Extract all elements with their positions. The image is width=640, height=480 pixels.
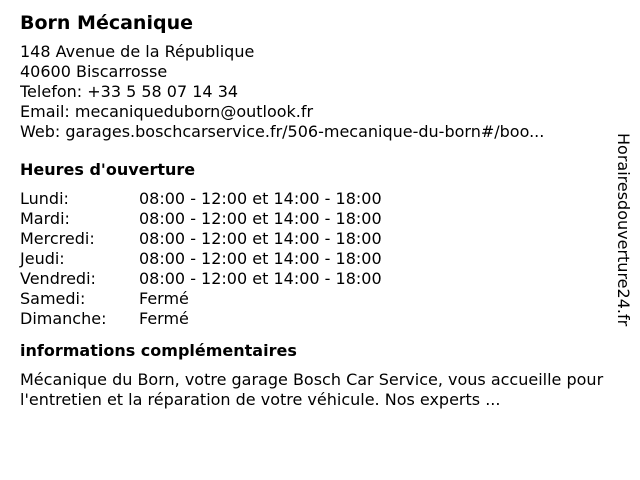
hours-day: Dimanche: xyxy=(20,309,107,328)
hours-day: Samedi: xyxy=(20,289,86,308)
hours-time: 08:00 - 12:00 et 14:00 - 18:00 xyxy=(139,269,382,288)
phone-number[interactable]: +33 5 58 07 14 34 xyxy=(87,82,239,101)
hours-row-sunday xyxy=(20,309,605,329)
hours-title: Heures d'ouverture xyxy=(20,160,196,179)
city-address: 40600 Biscarrosse xyxy=(20,62,168,81)
business-name: Born Mécanique xyxy=(20,12,193,34)
hours-row-saturday xyxy=(20,289,605,309)
hours-day: Vendredi: xyxy=(20,269,96,288)
info-title: informations complémentaires xyxy=(20,341,297,360)
opening-hours-table xyxy=(20,189,605,329)
business-card xyxy=(20,10,605,410)
email-line xyxy=(20,102,605,122)
email-address[interactable]: mecaniqueduborn@outlook.fr xyxy=(74,102,314,121)
info-description: Mécanique du Born, votre garage Bosch Car Service, vous accueille pour l'entretien et la réparation de votre véhicule. Nos experts ... xyxy=(20,370,604,409)
site-watermark: Horairesdouverture24.fr xyxy=(614,133,633,327)
hours-row-tuesday xyxy=(20,209,605,229)
hours-time: 08:00 - 12:00 et 14:00 - 18:00 xyxy=(139,189,382,208)
email-label: Email: xyxy=(20,102,70,121)
web-link[interactable]: garages.boschcarservice.fr/506-mecanique-du-born#/boo... xyxy=(65,122,545,141)
hours-row-wednesday xyxy=(20,229,605,249)
hours-row-thursday xyxy=(20,249,605,269)
web-label: Web: xyxy=(20,122,61,141)
hours-day: Mardi: xyxy=(20,209,70,228)
web-line xyxy=(20,122,605,142)
hours-time: Fermé xyxy=(139,309,189,328)
street-address: 148 Avenue de la République xyxy=(20,42,255,61)
hours-day: Lundi: xyxy=(20,189,69,208)
hours-row-friday xyxy=(20,269,605,289)
hours-time: Fermé xyxy=(139,289,189,308)
phone-label: Telefon: xyxy=(20,82,83,101)
contact-block xyxy=(20,42,605,142)
hours-day: Mercredi: xyxy=(20,229,95,248)
hours-time: 08:00 - 12:00 et 14:00 - 18:00 xyxy=(139,249,382,268)
hours-time: 08:00 - 12:00 et 14:00 - 18:00 xyxy=(139,209,382,228)
hours-day: Jeudi: xyxy=(20,249,65,268)
hours-time: 08:00 - 12:00 et 14:00 - 18:00 xyxy=(139,229,382,248)
hours-row-monday xyxy=(20,189,605,209)
phone-line xyxy=(20,82,605,102)
